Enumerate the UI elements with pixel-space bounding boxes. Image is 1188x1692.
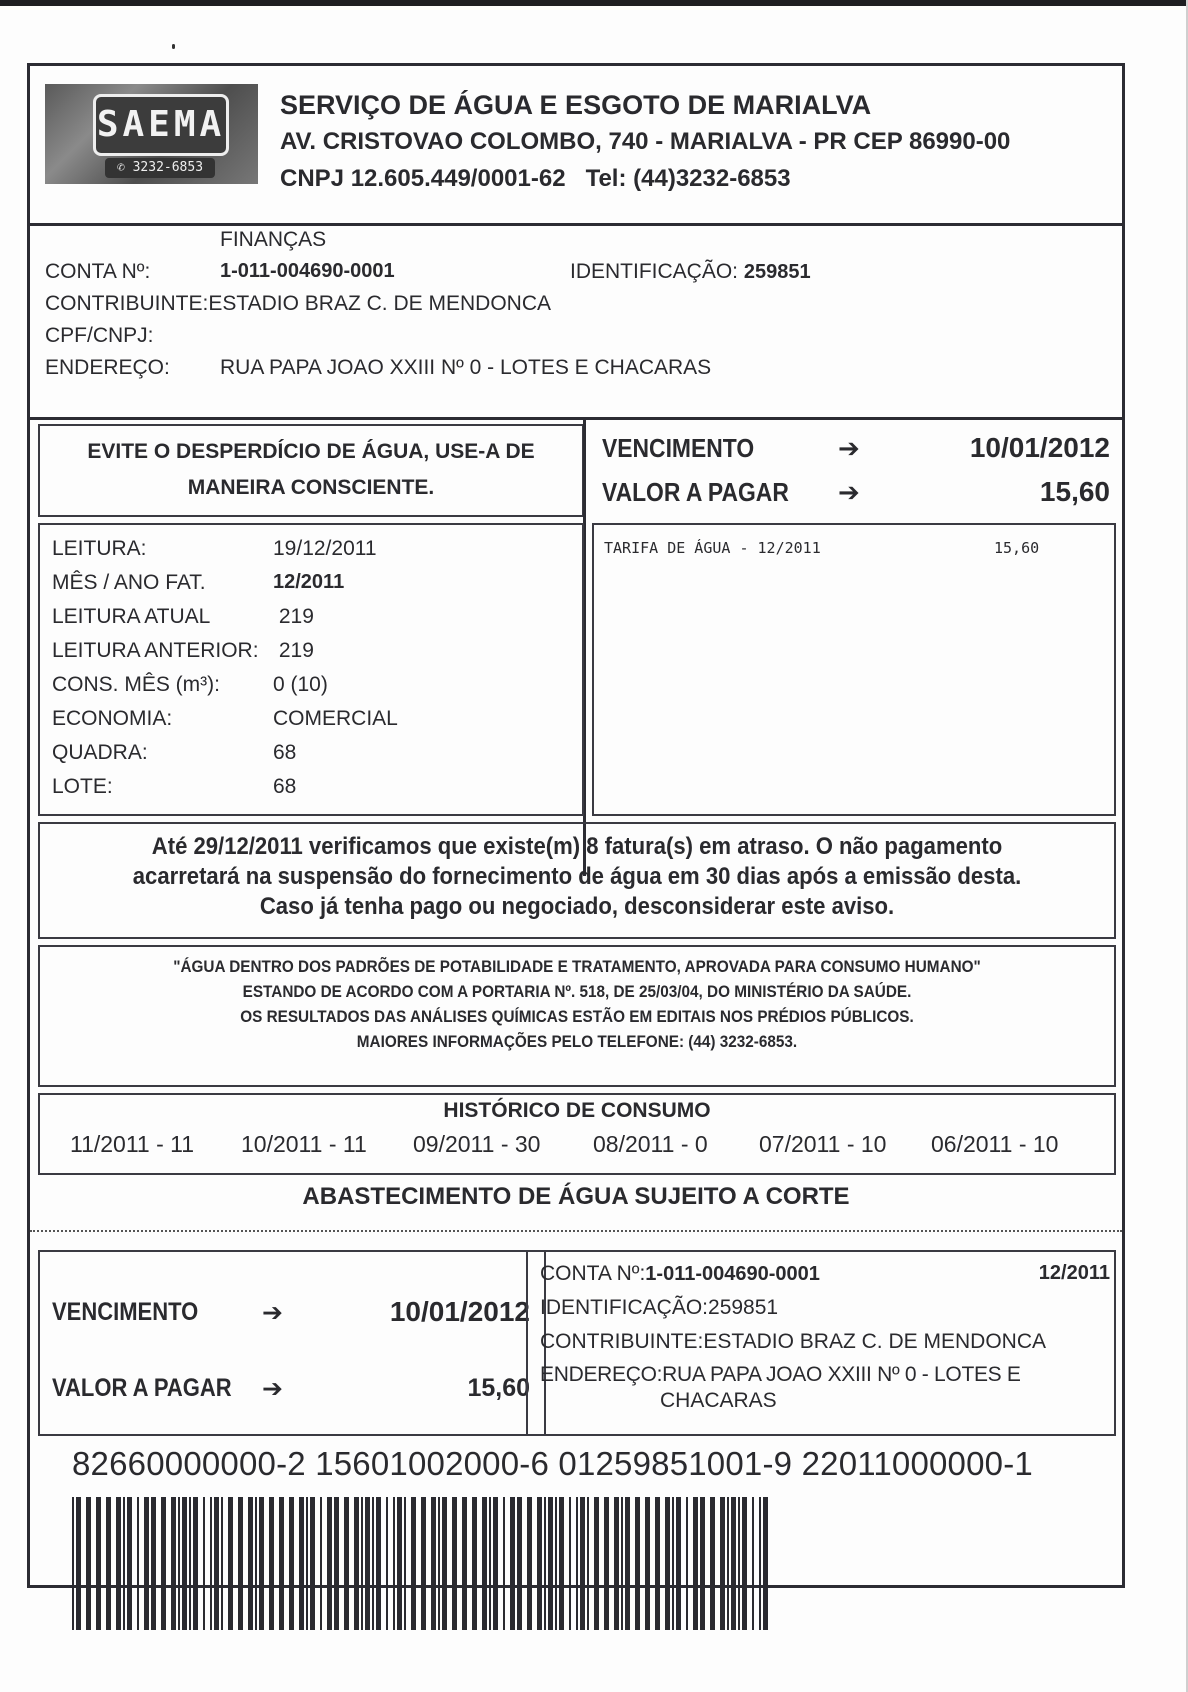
endereco-value: RUA PAPA JOAO XXIII Nº 0 - LOTES E CHACARAS	[220, 356, 712, 379]
logo-phone: ✆ 3232-6853	[105, 158, 215, 178]
scan-speck	[172, 44, 175, 49]
saema-logo	[45, 84, 258, 184]
company-contact	[280, 165, 791, 193]
arrow-right-icon: ➔	[262, 1299, 283, 1327]
company-name: SERVIÇO DE ÁGUA E ESGOTO DE MARIALVA	[280, 90, 872, 120]
reading-label: LOTE:	[52, 775, 113, 798]
company-cnpj: CNPJ 12.605.449/0001-62	[280, 165, 566, 192]
company-address: AV. CRISTOVAO COLOMBO, 740 - MARIALVA - PR CEP 86990-00	[280, 128, 1011, 155]
reading-value: 12/2011	[273, 571, 345, 593]
arrow-right-icon: ➔	[838, 433, 860, 463]
potability-line-1: "ÁGUA DENTRO DOS PADRÕES DE POTABILIDADE E TRATAMENTO, APROVADA PARA CONSUMO HUMANO"	[173, 957, 981, 976]
notice-line-3: Caso já tenha pago ou negociado, desconsiderar este aviso.	[259, 893, 895, 920]
history-item: 11/2011 - 11	[70, 1131, 195, 1157]
vencimento-value: 10/01/2012	[969, 432, 1110, 463]
charge-amount: 15,60	[994, 539, 1040, 557]
reading-value: COMERCIAL	[273, 707, 398, 730]
reading-value: 0 (10)	[273, 673, 328, 696]
stub-conta-value: 1-011-004690-0001	[645, 1263, 820, 1285]
valor-label: VALOR A PAGAR	[602, 477, 789, 507]
stub-account-box	[526, 1250, 1116, 1436]
stub-contribuinte-value: ESTADIO BRAZ C. DE MENDONCA	[703, 1330, 1046, 1353]
company-tel: Tel: (44)3232-6853	[585, 165, 791, 192]
history-item: 10/2011 - 11	[241, 1131, 367, 1157]
valor-value: 15,60	[1039, 476, 1110, 507]
history-item: 08/2011 - 0	[593, 1131, 708, 1157]
department-label: FINANÇAS	[220, 228, 327, 251]
identificacao	[570, 260, 811, 284]
identificacao-label: IDENTIFICAÇÃO:	[570, 260, 739, 283]
stub-endereco	[540, 1363, 1021, 1387]
stub-endereco-line-2: CHACARAS	[660, 1389, 777, 1412]
customer-divider	[30, 417, 1122, 420]
barcode	[72, 1497, 767, 1630]
conta-label: CONTA Nº:	[45, 260, 151, 283]
stub-valor-value: 15,60	[467, 1374, 530, 1402]
reading-label: LEITURA:	[52, 537, 147, 560]
reading-label: CONS. MÊS (m³):	[52, 673, 220, 696]
reading-value: 19/12/2011	[273, 537, 377, 560]
history-item: 09/2011 - 30	[413, 1131, 541, 1157]
potability-line-3: OS RESULTADOS DAS ANÁLISES QUÍMICAS ESTÃO EM EDITAIS NOS PRÉDIOS PÚBLICOS.	[240, 1007, 914, 1026]
stub-endereco-label: ENDEREÇO:	[540, 1363, 663, 1386]
reading-label: LEITURA ANTERIOR:	[52, 639, 259, 662]
reading-box	[38, 523, 584, 816]
cut-warning: ABASTECIMENTO DE ÁGUA SUJEITO A CORTE	[302, 1183, 850, 1210]
charge-description: TARIFA DE ÁGUA - 12/2011	[604, 539, 821, 557]
stub-identificacao-label: IDENTIFICAÇÃO:	[540, 1296, 709, 1319]
reading-label: MÊS / ANO FAT.	[52, 571, 206, 594]
history-item: 07/2011 - 10	[759, 1131, 887, 1157]
barcode-digits: 82660000000-2 15601002000-6 01259851001-9 22011000000-1	[72, 1445, 1033, 1482]
consumption-history-box	[38, 1093, 1116, 1175]
logo-wordmark: SAEMA	[93, 94, 229, 156]
overdue-notice-box	[38, 822, 1116, 939]
endereco-label: ENDEREÇO:	[45, 356, 170, 379]
tear-line	[30, 1230, 1122, 1232]
scan-top-edge	[0, 0, 1188, 6]
stub-due-box	[38, 1250, 546, 1436]
stub-conta	[540, 1262, 820, 1286]
campaign-box	[38, 424, 584, 517]
notice-line-2: acarretará na suspensão do fornecimento de água em 30 dias após a emissão desta.	[132, 863, 1022, 890]
reading-value: 219	[273, 605, 314, 628]
potability-line-4: MAIORES INFORMAÇÕES PELO TELEFONE: (44) 3232-6853.	[356, 1032, 798, 1051]
vencimento-label: VENCIMENTO	[602, 433, 755, 463]
stub-vencimento-value: 10/01/2012	[389, 1296, 530, 1327]
reading-value: 68	[273, 741, 297, 764]
contribuinte-value: ESTADIO BRAZ C. DE MENDONCA	[208, 292, 551, 315]
stub-identificacao-value: 259851	[708, 1296, 779, 1319]
reading-label: LEITURA ATUAL	[52, 605, 211, 628]
history-title: HISTÓRICO DE CONSUMO	[443, 1099, 711, 1122]
stub-identificacao	[540, 1296, 778, 1320]
arrow-right-icon: ➔	[262, 1375, 283, 1403]
history-item: 06/2011 - 10	[931, 1131, 1059, 1157]
stub-endereco-line-1: RUA PAPA JOAO XXIII Nº 0 - LOTES E	[662, 1363, 1021, 1386]
identificacao-value: 259851	[743, 261, 811, 283]
contribuinte	[45, 292, 551, 316]
reading-value: 68	[273, 775, 297, 798]
stub-conta-label: CONTA Nº:	[540, 1262, 646, 1285]
campaign-line-1: EVITE O DESPERDÍCIO DE ÁGUA, USE-A DE	[87, 440, 535, 463]
stub-period: 12/2011	[1038, 1262, 1110, 1284]
reading-label: QUADRA:	[52, 741, 148, 764]
campaign-line-2: MANEIRA CONSCIENTE.	[187, 476, 435, 499]
arrow-right-icon: ➔	[838, 477, 860, 507]
cpf-label: CPF/CNPJ:	[45, 324, 154, 347]
contribuinte-label: CONTRIBUINTE:	[45, 292, 209, 315]
conta-value: 1-011-004690-0001	[220, 260, 395, 282]
header-divider	[30, 223, 1122, 226]
stub-contribuinte-label: CONTRIBUINTE:	[540, 1330, 704, 1353]
potability-box	[38, 945, 1116, 1087]
water-bill	[27, 63, 1125, 1588]
stub-vencimento-label: VENCIMENTO	[52, 1298, 199, 1326]
reading-value: 219	[273, 639, 314, 662]
stub-valor-label: VALOR A PAGAR	[52, 1374, 232, 1402]
reading-label: ECONOMIA:	[52, 707, 173, 730]
notice-line-1: Até 29/12/2011 verificamos que existe(m) 8 fatura(s) em atraso. O não pagamento	[151, 833, 1003, 860]
charges-box	[592, 523, 1116, 816]
stub-contribuinte	[540, 1330, 1046, 1354]
potability-line-2: ESTANDO DE ACORDO COM A PORTARIA Nº. 518, DE 25/03/04, DO MINISTÉRIO DA SAÚDE.	[242, 982, 912, 1001]
